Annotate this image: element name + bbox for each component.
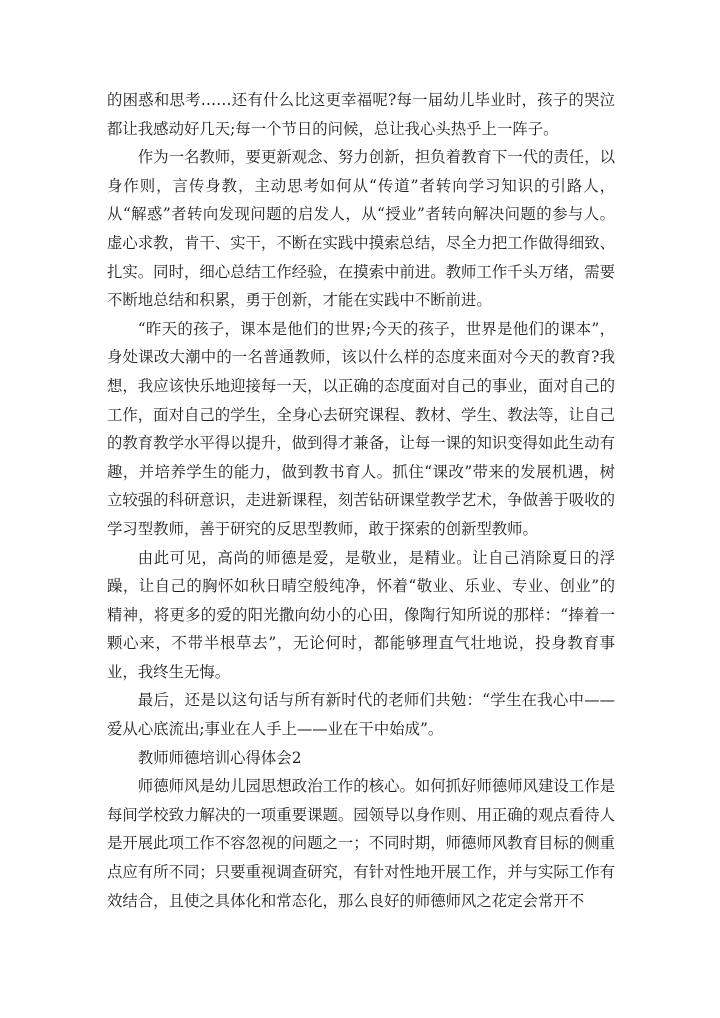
paragraph-1: 的困惑和思考……还有什么比这更幸福呢?每一届幼儿毕业时，孩子的哭泣都让我感动好几天;每一个节日的问候，总让我心头热乎上一阵子。 — [107, 91, 615, 138]
paragraph-2: 作为一名教师，要更新观念、努力创新，担负着教育下一代的责任，以身作则，言传身教，主动思考如何从“传道”者转向学习知识的引路人，从“解惑”者转向发现问题的启发人，从“授业”者转向解决问题的参与人。虚心求教，肯干、实干，不断在实践中摸索总结，尽全力把工作做得细致、扎实。同时，细心总结工作经验，在摸索中前进。教师工作千头万绪，需要不断地总结和积累，勇于创新，才能在实践中不断前进。 — [107, 148, 615, 310]
paragraph-6: 师德师风是幼儿园思想政治工作的核心。如何抓好师德师风建设工作是每间学校致力解决的一项重要课题。园领导以身作则、用正确的观点看待人是开展此项工作不容忽视的问题之一；不同时期，师德师风教育目标的侧重点应有所不同；只要重视调查研究，有针对性地开展工作，并与实际工作有效结合，且使之具体化和常态化，那么良好的师德师风之花定会常开不 — [107, 777, 615, 910]
paragraph-3: “昨天的孩子，课本是他们的世界;今天的孩子，世界是他们的课本”，身处课改大潮中的一名普通教师，该以什么样的态度来面对今天的教育?我想，我应该快乐地迎接每一天，以正确的态度面对自己的事业，面对自己的工作，面对自己的学生，全身心去研究课程、教材、学生、教法等，让自己的教育教学水平得以提升，做到得才兼备，让每一课的知识变得如此生动有趣，并培养学生的能力，做到教书育人。抓住“课改”带来的发展机遇，树立较强的科研意识，走进新课程，刻苦钻研课堂教学艺术，争做善于吸收的学习型教师，善于研究的反思型教师，敢于探索的创新型教师。 — [107, 319, 615, 538]
document-body — [107, 86, 615, 915]
paragraph-5: 最后，还是以这句话与所有新时代的老师们共勉：“学生在我心中——爱从心底流出;事业在人手上——业在干中始成”。 — [107, 691, 615, 739]
section-heading: 教师师德培训心得体会2 — [137, 748, 302, 767]
paragraph-4: 由此可见，高尚的师德是爱，是敬业，是精业。让自己消除夏日的浮躁，让自己的胸怀如秋日晴空般纯净，怀着“敬业、乐业、专业、创业”的精神，将更多的爱的阳光撒向幼小的心田，像陶行知所说的那样：“捧着一颗心来，不带半根草去”，无论何时，都能够理直气壮地说，投身教育事业，我终生无悔。 — [107, 548, 615, 681]
